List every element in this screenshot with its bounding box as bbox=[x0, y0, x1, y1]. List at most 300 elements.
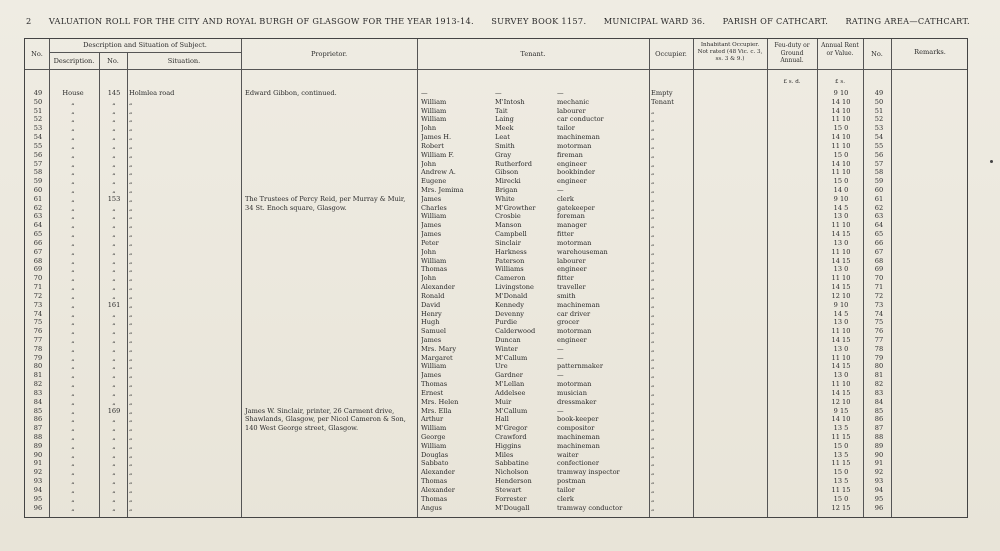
table-row bbox=[25, 380, 967, 389]
row-number-right: 50 bbox=[874, 97, 884, 106]
row-tenant-forename: James bbox=[421, 230, 442, 239]
row-occupier: „ bbox=[651, 309, 655, 318]
row-number-right: 61 bbox=[874, 194, 884, 203]
row-tenant-forename: Robert bbox=[421, 141, 444, 150]
row-number: 59 bbox=[33, 177, 43, 186]
row-number-right: 49 bbox=[874, 89, 884, 97]
row-tenant-occupation: patternmaker bbox=[557, 362, 603, 371]
row-tenant-occupation: — bbox=[557, 353, 564, 362]
row-number: 68 bbox=[33, 256, 43, 265]
row-house-number: „ bbox=[112, 494, 116, 503]
roll-table bbox=[24, 38, 968, 518]
row-tenant-occupation: machineman bbox=[557, 432, 600, 441]
row-occupier: „ bbox=[651, 371, 655, 380]
row-situation: „ bbox=[129, 371, 133, 380]
row-tenant-occupation: musician bbox=[557, 388, 587, 397]
row-situation: „ bbox=[129, 291, 133, 300]
table-row bbox=[25, 407, 967, 416]
row-occupier: „ bbox=[651, 194, 655, 203]
row-tenant-surname: M'Lellan bbox=[495, 380, 525, 389]
table-row bbox=[25, 354, 967, 363]
row-situation: „ bbox=[129, 159, 133, 168]
row-tenant-forename: Peter bbox=[421, 238, 439, 247]
row-description: „ bbox=[71, 335, 75, 344]
row-tenant-forename: James bbox=[421, 335, 442, 344]
row-number: 55 bbox=[33, 141, 43, 150]
table-row bbox=[25, 204, 967, 213]
row-situation: „ bbox=[129, 477, 133, 486]
table-row bbox=[25, 336, 967, 345]
row-tenant-surname: Gardner bbox=[495, 371, 523, 380]
row-house-number: „ bbox=[112, 327, 116, 336]
row-description: „ bbox=[71, 212, 75, 221]
row-tenant-occupation: book-keeper bbox=[557, 415, 599, 424]
row-occupier: „ bbox=[651, 441, 655, 450]
row-number-right: 59 bbox=[874, 177, 884, 186]
table-row bbox=[25, 151, 967, 160]
row-house-number: „ bbox=[112, 115, 116, 124]
row-house-number: „ bbox=[112, 203, 116, 212]
row-house-number: „ bbox=[112, 265, 116, 274]
row-house-number: „ bbox=[112, 106, 116, 115]
row-tenant-surname: Paterson bbox=[495, 256, 525, 265]
row-occupier: „ bbox=[651, 291, 655, 300]
row-number: 88 bbox=[33, 432, 43, 441]
row-description: „ bbox=[71, 186, 75, 195]
row-number: 82 bbox=[33, 380, 43, 389]
row-occupier: Tenant bbox=[651, 97, 674, 106]
row-tenant-occupation: labourer bbox=[557, 256, 586, 265]
col-number: No. bbox=[107, 57, 119, 65]
row-number-right: 81 bbox=[874, 371, 884, 380]
row-number: 52 bbox=[33, 115, 43, 124]
row-occupier: „ bbox=[651, 459, 655, 468]
row-situation: „ bbox=[129, 485, 133, 494]
row-situation: „ bbox=[129, 450, 133, 459]
row-description: „ bbox=[71, 450, 75, 459]
row-number-right: 89 bbox=[874, 441, 884, 450]
row-situation: „ bbox=[129, 415, 133, 424]
row-tenant-forename: John bbox=[421, 159, 437, 168]
row-tenant-occupation: labourer bbox=[557, 106, 586, 115]
row-tenant-surname: Stewart bbox=[495, 485, 522, 494]
row-number-right: 74 bbox=[874, 309, 884, 318]
row-number-right: 56 bbox=[874, 150, 884, 159]
row-annual-value: 13 0 bbox=[833, 212, 849, 221]
row-occupier: „ bbox=[651, 221, 655, 230]
row-description: „ bbox=[71, 441, 75, 450]
row-house-number: „ bbox=[112, 97, 116, 106]
row-tenant-occupation: engineer bbox=[557, 177, 587, 186]
row-annual-value: 15 0 bbox=[833, 150, 849, 159]
row-occupier: „ bbox=[651, 168, 655, 177]
row-number-right: 78 bbox=[874, 344, 884, 353]
row-house-number: „ bbox=[112, 133, 116, 142]
row-number: 91 bbox=[33, 459, 43, 468]
row-tenant-forename: Thomas bbox=[421, 477, 448, 486]
col-no: No. bbox=[31, 50, 43, 58]
row-tenant-forename: John bbox=[421, 274, 437, 283]
row-annual-value: 12 15 bbox=[831, 503, 851, 512]
row-description: „ bbox=[71, 265, 75, 274]
row-occupier: „ bbox=[651, 247, 655, 256]
table-row bbox=[25, 459, 967, 468]
row-tenant-occupation: motorman bbox=[557, 141, 592, 150]
row-description: „ bbox=[71, 159, 75, 168]
row-situation: „ bbox=[129, 424, 133, 433]
table-row bbox=[25, 115, 967, 124]
row-tenant-occupation: — bbox=[557, 371, 564, 380]
row-house-number: „ bbox=[112, 335, 116, 344]
row-number-right: 71 bbox=[874, 283, 884, 292]
annual-units: £ s. bbox=[835, 79, 845, 85]
row-annual-value: 11 10 bbox=[831, 353, 851, 362]
row-tenant-occupation: tailor bbox=[557, 124, 575, 133]
row-description: „ bbox=[71, 238, 75, 247]
row-number-right: 53 bbox=[874, 124, 884, 133]
row-tenant-occupation: warehouseman bbox=[557, 247, 608, 256]
row-tenant-surname: Gibson bbox=[495, 168, 519, 177]
row-situation: „ bbox=[129, 397, 133, 406]
row-tenant-occupation: tramway inspector bbox=[557, 468, 620, 477]
row-occupier: „ bbox=[651, 388, 655, 397]
row-house-number: „ bbox=[112, 230, 116, 239]
row-tenant-surname: Ure bbox=[495, 362, 508, 371]
col-desc-group: Description and Situation of Subject. bbox=[83, 41, 207, 49]
row-tenant-occupation: fitter bbox=[557, 230, 574, 239]
row-tenant-forename: Ronald bbox=[421, 291, 445, 300]
proprietor-entry: Edward Gibbon, continued. bbox=[245, 89, 337, 97]
row-situation: „ bbox=[129, 247, 133, 256]
row-tenant-occupation: dressmaker bbox=[557, 397, 597, 406]
table-row bbox=[25, 442, 967, 451]
margin-mark bbox=[990, 160, 993, 163]
row-tenant-occupation: fireman bbox=[557, 150, 583, 159]
row-number-right: 84 bbox=[874, 397, 884, 406]
row-occupier: „ bbox=[651, 450, 655, 459]
row-tenant-occupation: smith bbox=[557, 291, 576, 300]
row-situation: „ bbox=[129, 238, 133, 247]
row-number-right: 58 bbox=[874, 168, 884, 177]
col-feu-duty: Feu-duty or Ground Annual. bbox=[774, 42, 810, 64]
row-annual-value: 15 0 bbox=[833, 468, 849, 477]
row-number: 85 bbox=[33, 406, 43, 415]
col-situation: Situation. bbox=[167, 57, 201, 65]
row-number-right: 70 bbox=[874, 274, 884, 283]
row-tenant-surname: Devenny bbox=[495, 309, 525, 318]
survey-book: SURVEY BOOK 1157. bbox=[491, 16, 587, 26]
row-number: 71 bbox=[33, 283, 43, 292]
row-annual-value: 14 15 bbox=[831, 230, 851, 239]
row-number-right: 51 bbox=[874, 106, 884, 115]
row-tenant-surname: Meek bbox=[495, 124, 514, 133]
row-tenant-forename: William bbox=[421, 212, 447, 221]
row-tenant-surname: Rutherford bbox=[495, 159, 532, 168]
row-number-right: 95 bbox=[874, 494, 884, 503]
row-description: „ bbox=[71, 459, 75, 468]
row-number: 96 bbox=[33, 503, 43, 512]
row-number-right: 85 bbox=[874, 406, 884, 415]
row-tenant-forename: Charles bbox=[421, 203, 447, 212]
row-number-right: 60 bbox=[874, 186, 884, 195]
row-number: 72 bbox=[33, 291, 43, 300]
row-situation: „ bbox=[129, 203, 133, 212]
row-number-right: 63 bbox=[874, 212, 884, 221]
table-row bbox=[25, 371, 967, 380]
row-tenant-forename: William bbox=[421, 256, 447, 265]
row-number: 87 bbox=[33, 424, 43, 433]
row-annual-value: 11 10 bbox=[831, 115, 851, 124]
row-tenant-occupation: engineer bbox=[557, 159, 587, 168]
row-number-right: 57 bbox=[874, 159, 884, 168]
row-description: House bbox=[62, 89, 84, 97]
row-annual-value: 14 15 bbox=[831, 362, 851, 371]
row-tenant-surname: Harkness bbox=[495, 247, 527, 256]
row-tenant-forename: Alexander bbox=[421, 283, 455, 292]
row-description: „ bbox=[71, 115, 75, 124]
row-annual-value: 15 0 bbox=[833, 441, 849, 450]
row-annual-value: 11 10 bbox=[831, 168, 851, 177]
table-row bbox=[25, 301, 967, 310]
row-house-number: „ bbox=[112, 124, 116, 133]
row-occupier: „ bbox=[651, 477, 655, 486]
col-inhabitant: Inhabitant Occupier. Not rated (48 Vic. c. 3, ss. 3 & 9.) bbox=[697, 42, 763, 62]
row-house-number: „ bbox=[112, 247, 116, 256]
table-row bbox=[25, 362, 967, 371]
row-number-right: 54 bbox=[874, 133, 884, 142]
row-tenant-occupation: — bbox=[557, 406, 564, 415]
row-description: „ bbox=[71, 468, 75, 477]
row-tenant-forename: John bbox=[421, 124, 437, 133]
row-description: „ bbox=[71, 124, 75, 133]
row-number-right: 75 bbox=[874, 318, 884, 327]
page-number: 2 bbox=[26, 16, 32, 26]
rating-area: RATING AREA—CATHCART. bbox=[845, 16, 970, 26]
row-number: 56 bbox=[33, 150, 43, 159]
row-tenant-surname: Brigan bbox=[495, 186, 518, 195]
row-tenant-occupation: fitter bbox=[557, 274, 574, 283]
row-annual-value: 13 5 bbox=[833, 424, 849, 433]
row-tenant-surname: M'Callum bbox=[495, 406, 528, 415]
row-tenant-forename: James bbox=[421, 194, 442, 203]
row-number: 86 bbox=[33, 415, 43, 424]
row-tenant-surname: Higgins bbox=[495, 441, 522, 450]
row-tenant-surname: Williams bbox=[495, 265, 524, 274]
row-house-number: „ bbox=[112, 177, 116, 186]
row-number-right: 66 bbox=[874, 238, 884, 247]
row-description: „ bbox=[71, 388, 75, 397]
row-house-number: „ bbox=[112, 388, 116, 397]
row-house-number: „ bbox=[112, 424, 116, 433]
row-tenant-occupation: postman bbox=[557, 477, 586, 486]
row-house-number: „ bbox=[112, 238, 116, 247]
row-tenant-surname: Gray bbox=[495, 150, 512, 159]
row-situation: „ bbox=[129, 468, 133, 477]
row-number: 76 bbox=[33, 327, 43, 336]
row-house-number: „ bbox=[112, 168, 116, 177]
row-number: 57 bbox=[33, 159, 43, 168]
row-description: „ bbox=[71, 318, 75, 327]
row-description: „ bbox=[71, 230, 75, 239]
table-row bbox=[25, 248, 967, 257]
row-tenant-occupation: — bbox=[557, 89, 564, 97]
row-number: 66 bbox=[33, 238, 43, 247]
row-description: „ bbox=[71, 247, 75, 256]
row-tenant-occupation: tramway conductor bbox=[557, 503, 623, 512]
row-tenant-occupation: clerk bbox=[557, 494, 574, 503]
row-description: „ bbox=[71, 344, 75, 353]
row-tenant-occupation: bookbinder bbox=[557, 168, 596, 177]
row-house-number: „ bbox=[112, 186, 116, 195]
row-number-right: 91 bbox=[874, 459, 884, 468]
row-house-number: „ bbox=[112, 212, 116, 221]
row-description: „ bbox=[71, 221, 75, 230]
table-row bbox=[25, 274, 967, 283]
row-occupier: „ bbox=[651, 380, 655, 389]
row-occupier: „ bbox=[651, 141, 655, 150]
row-occupier: „ bbox=[651, 362, 655, 371]
row-annual-value: 11 10 bbox=[831, 274, 851, 283]
row-tenant-surname: M'Callum bbox=[495, 353, 528, 362]
row-tenant-forename: Alexander bbox=[421, 468, 455, 477]
row-house-number: „ bbox=[112, 441, 116, 450]
row-description: „ bbox=[71, 477, 75, 486]
row-situation: „ bbox=[129, 318, 133, 327]
row-tenant-occupation: manager bbox=[557, 221, 587, 230]
row-tenant-forename: William bbox=[421, 97, 447, 106]
row-house-number: „ bbox=[112, 485, 116, 494]
row-house-number: „ bbox=[112, 450, 116, 459]
row-situation: „ bbox=[129, 212, 133, 221]
row-annual-value: 9 10 bbox=[833, 194, 849, 203]
row-house-number: „ bbox=[112, 397, 116, 406]
row-house-number: „ bbox=[112, 256, 116, 265]
row-number: 65 bbox=[33, 230, 43, 239]
row-number: 61 bbox=[33, 194, 43, 203]
row-occupier: „ bbox=[651, 150, 655, 159]
row-occupier: „ bbox=[651, 186, 655, 195]
row-number: 64 bbox=[33, 221, 43, 230]
table-row bbox=[25, 318, 967, 327]
row-number-right: 72 bbox=[874, 291, 884, 300]
row-tenant-occupation: machineman bbox=[557, 133, 600, 142]
row-annual-value: 13 0 bbox=[833, 371, 849, 380]
table-row bbox=[25, 177, 967, 186]
row-occupier: „ bbox=[651, 318, 655, 327]
row-situation: „ bbox=[129, 265, 133, 274]
col-remarks: Remarks. bbox=[914, 48, 946, 56]
row-number: 94 bbox=[33, 485, 43, 494]
row-house-number: 161 bbox=[107, 300, 121, 309]
row-tenant-surname: White bbox=[495, 194, 515, 203]
row-tenant-surname: Crosbie bbox=[495, 212, 521, 221]
row-number-right: 64 bbox=[874, 221, 884, 230]
row-occupier: „ bbox=[651, 274, 655, 283]
row-tenant-occupation: foreman bbox=[557, 212, 585, 221]
row-occupier: „ bbox=[651, 485, 655, 494]
row-tenant-surname: Calderwood bbox=[495, 327, 536, 336]
row-number-right: 68 bbox=[874, 256, 884, 265]
row-house-number: „ bbox=[112, 468, 116, 477]
table-row bbox=[25, 124, 967, 133]
row-description: „ bbox=[71, 283, 75, 292]
row-number: 79 bbox=[33, 353, 43, 362]
row-number-right: 55 bbox=[874, 141, 884, 150]
row-number-right: 67 bbox=[874, 247, 884, 256]
row-description: „ bbox=[71, 327, 75, 336]
row-situation: „ bbox=[129, 106, 133, 115]
row-annual-value: 11 15 bbox=[831, 432, 851, 441]
table-row bbox=[25, 398, 967, 407]
row-house-number: „ bbox=[112, 371, 116, 380]
row-number: 80 bbox=[33, 362, 43, 371]
row-description: „ bbox=[71, 274, 75, 283]
row-tenant-surname: — bbox=[495, 89, 502, 97]
row-description: „ bbox=[71, 97, 75, 106]
table-row bbox=[25, 107, 967, 116]
row-number: 90 bbox=[33, 450, 43, 459]
row-occupier: „ bbox=[651, 406, 655, 415]
row-occupier: „ bbox=[651, 424, 655, 433]
row-annual-value: 14 10 bbox=[831, 97, 851, 106]
row-occupier: „ bbox=[651, 432, 655, 441]
row-situation: „ bbox=[129, 503, 133, 512]
table-row bbox=[25, 221, 967, 230]
row-number: 93 bbox=[33, 477, 43, 486]
row-tenant-occupation: car driver bbox=[557, 309, 591, 318]
row-tenant-forename: Douglas bbox=[421, 450, 449, 459]
row-situation: „ bbox=[129, 141, 133, 150]
row-tenant-forename: Margaret bbox=[421, 353, 453, 362]
row-annual-value: 14 10 bbox=[831, 133, 851, 142]
row-annual-value: 14 10 bbox=[831, 415, 851, 424]
row-situation: „ bbox=[129, 133, 133, 142]
table-row bbox=[25, 283, 967, 292]
row-situation: „ bbox=[129, 300, 133, 309]
row-situation: „ bbox=[129, 309, 133, 318]
row-description: „ bbox=[71, 485, 75, 494]
row-number-right: 92 bbox=[874, 468, 884, 477]
row-situation: „ bbox=[129, 388, 133, 397]
col-no-right: No. bbox=[871, 50, 883, 58]
row-tenant-forename: Mrs. Ella bbox=[421, 406, 452, 415]
row-house-number: „ bbox=[112, 459, 116, 468]
row-tenant-occupation: car conductor bbox=[557, 115, 604, 124]
row-tenant-forename: Mrs. Jemima bbox=[421, 186, 464, 195]
row-occupier: „ bbox=[651, 159, 655, 168]
row-annual-value: 15 0 bbox=[833, 494, 849, 503]
row-annual-value: 13 5 bbox=[833, 477, 849, 486]
table-row bbox=[25, 292, 967, 301]
row-tenant-occupation: gatekeeper bbox=[557, 203, 595, 212]
row-tenant-forename: William bbox=[421, 362, 447, 371]
table-row bbox=[25, 468, 967, 477]
row-situation: „ bbox=[129, 406, 133, 415]
row-tenant-surname: M'Intosh bbox=[495, 97, 525, 106]
row-annual-value: 11 15 bbox=[831, 485, 851, 494]
row-description: „ bbox=[71, 406, 75, 415]
row-tenant-forename: Eugene bbox=[421, 177, 447, 186]
row-tenant-forename: Ernest bbox=[421, 388, 444, 397]
row-description: „ bbox=[71, 503, 75, 512]
row-number-right: 87 bbox=[874, 424, 884, 433]
row-situation: „ bbox=[129, 150, 133, 159]
row-number-right: 79 bbox=[874, 353, 884, 362]
row-description: „ bbox=[71, 133, 75, 142]
row-occupier: „ bbox=[651, 503, 655, 512]
row-number: 60 bbox=[33, 186, 43, 195]
table-row bbox=[25, 239, 967, 248]
